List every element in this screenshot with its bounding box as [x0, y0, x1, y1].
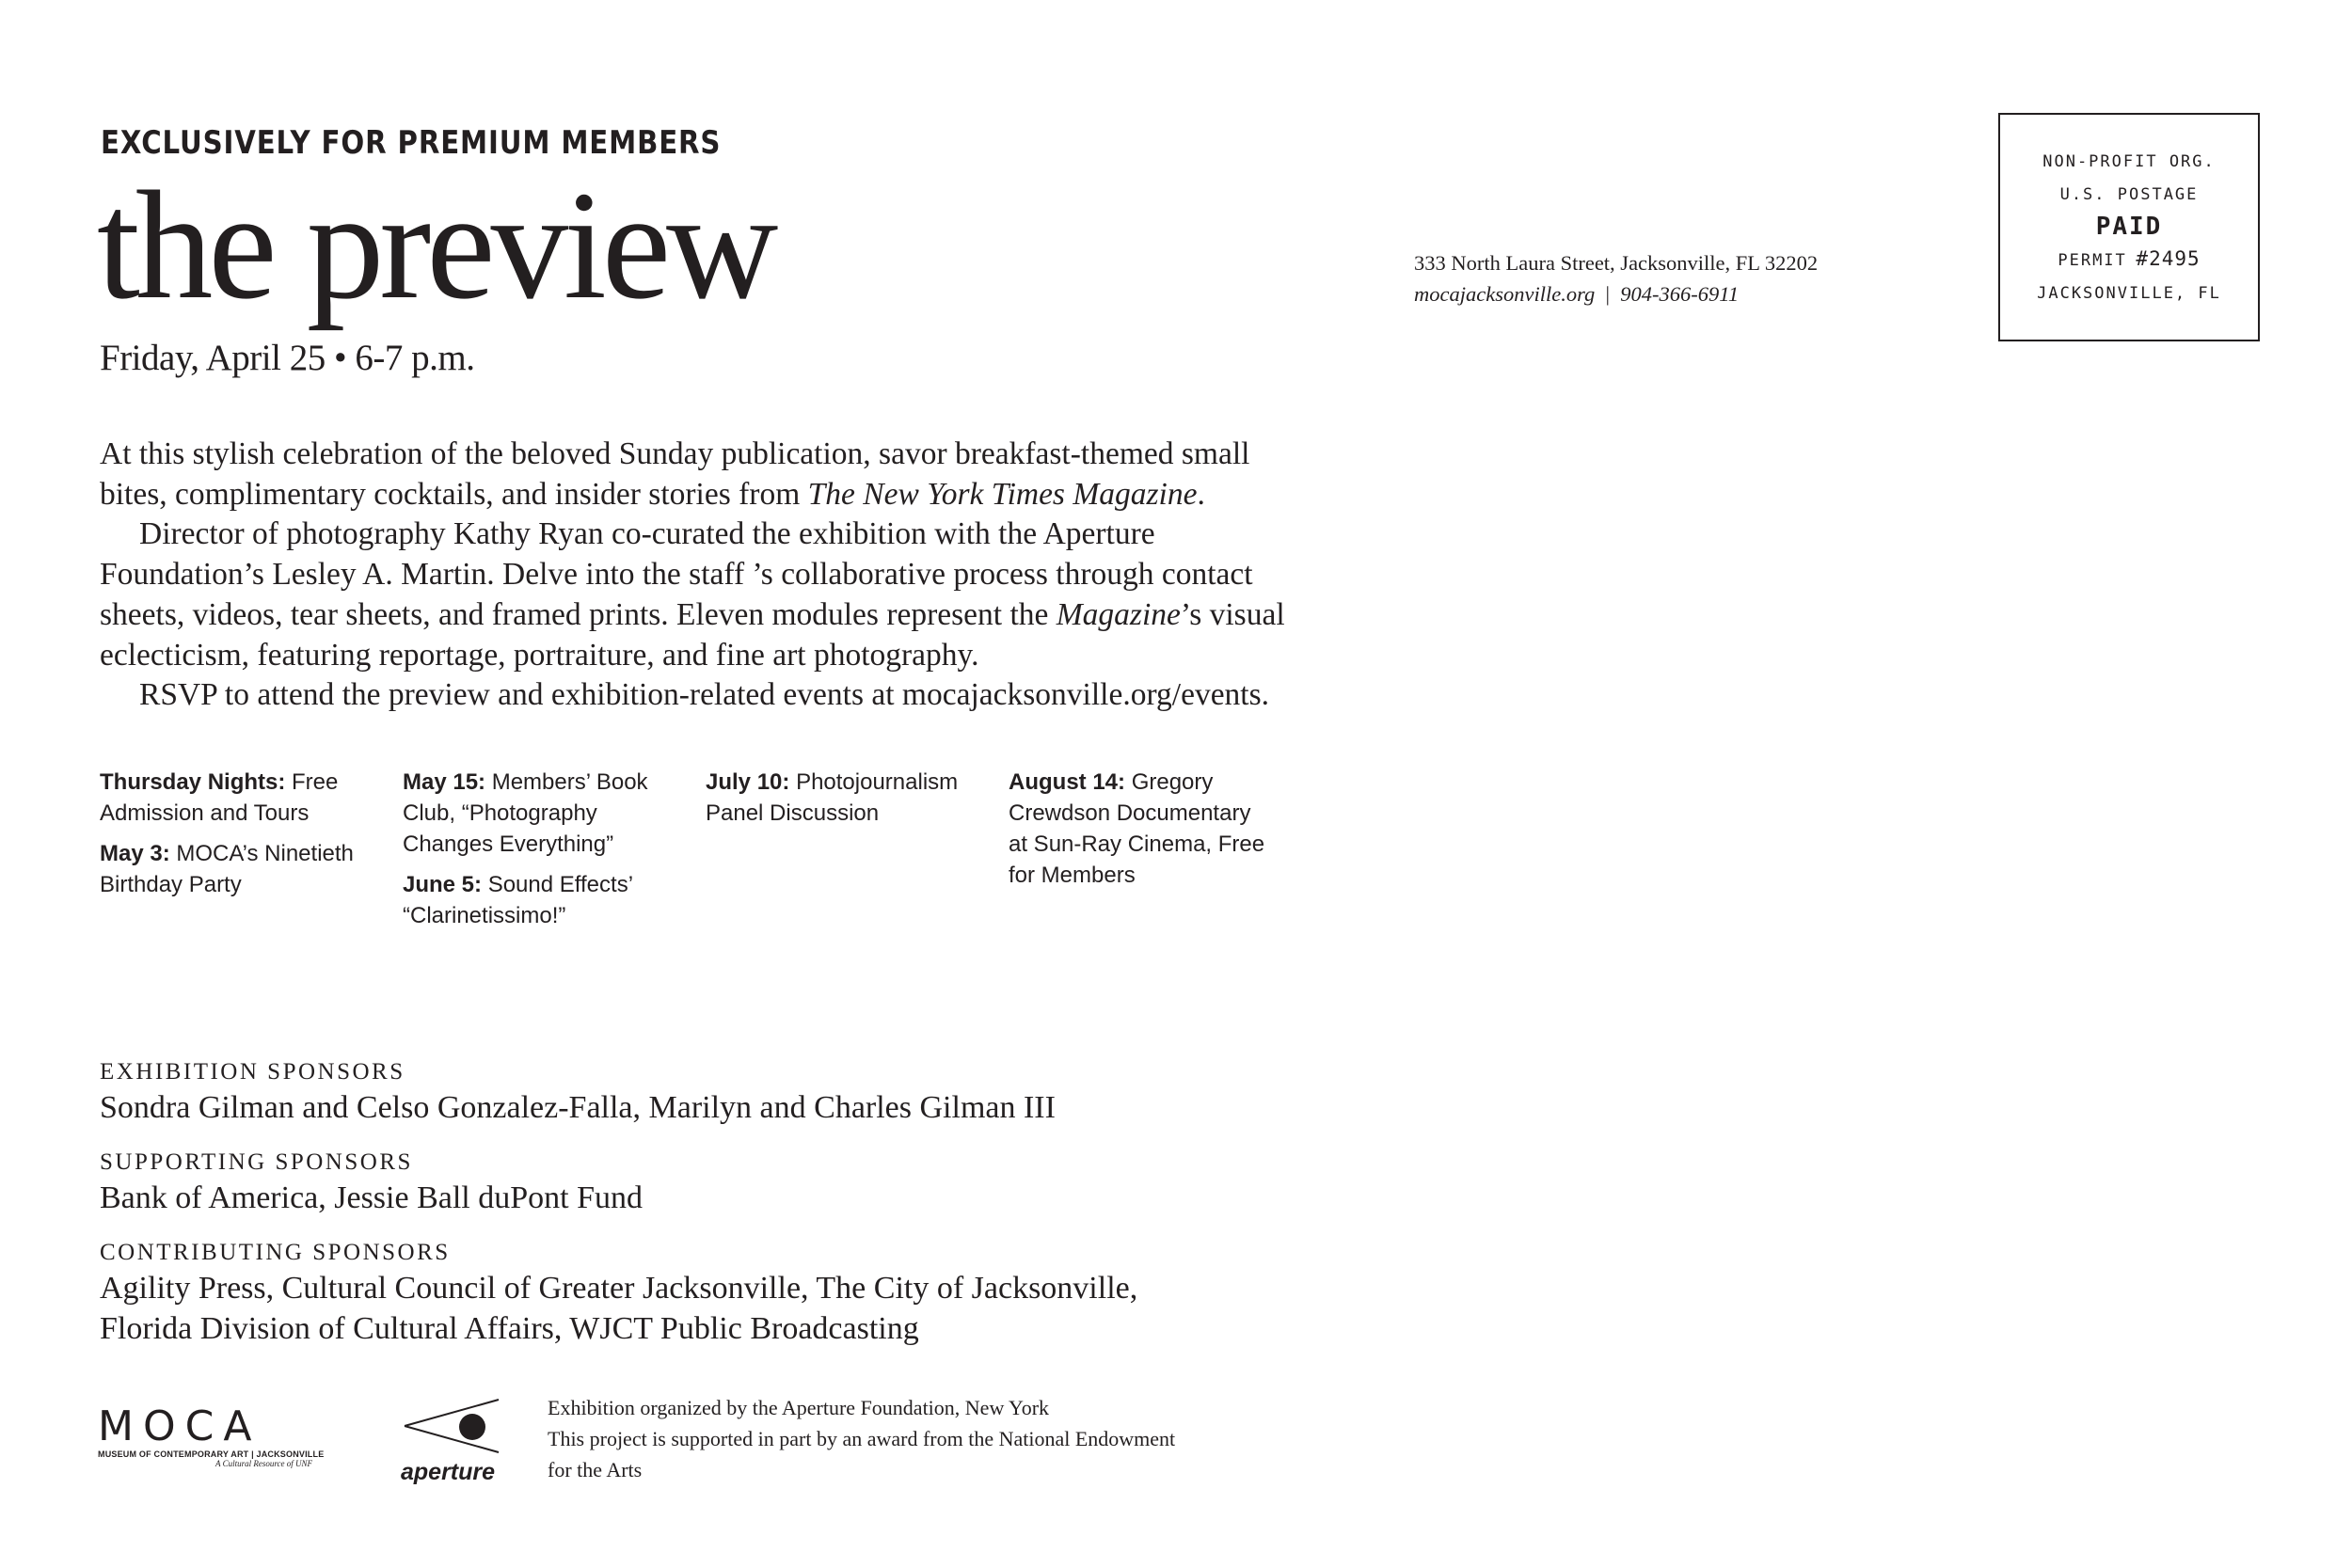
event-item: May 15: Members’ Book Club, “Photography Changes Everything” [403, 769, 648, 857]
exhibition-sponsors-names: Sondra Gilman and Celso Gonzalez-Falla, Marilyn and Charles Gilman III [100, 1090, 1056, 1125]
event-item: May 3: MOCA’s Ninetieth Birthday Party [100, 841, 354, 897]
event-item: July 10: Photojournalism Panel Discussion [706, 769, 959, 826]
postage-indicia [1998, 113, 2260, 341]
street-address: 333 North Laura Street, Jacksonville, FL 32202 [1414, 251, 1819, 275]
contributing-sponsors-label: CONTRIBUTING SPONSORS [100, 1240, 451, 1265]
publication-name: The New York Times Magazine [807, 476, 1198, 512]
magazine-name: Magazine [1056, 596, 1181, 632]
moca-subtitle: MUSEUM OF CONTEMPORARY ART | JACKSONVILLE [98, 1449, 325, 1459]
indicia-line: JACKSONVILLE, FL [2037, 284, 2221, 303]
supporting-sponsors-names: Bank of America, Jessie Ball duPont Fund [100, 1180, 644, 1215]
rsvp-line: RSVP to attend the preview and exhibition-related events at mocajacksonville.org/events. [139, 677, 1270, 713]
moca-wordmark: MOCA [98, 1402, 262, 1450]
moca-tagline: A Cultural Resource of UNF [215, 1459, 312, 1468]
aperture-logo [401, 1392, 504, 1486]
description-line: At this stylish celebration of the beloved Sunday publication, savor breakfast-themed small [100, 436, 1250, 471]
event-title: the preview [97, 159, 774, 331]
events-column [100, 767, 382, 910]
description-line: Foundation’s Lesley A. Martin. Delve into the staff ’s collaborative process through contact [100, 557, 1253, 593]
description-line: Director of photography Kathy Ryan co-curated the exhibition with the Aperture [139, 516, 1155, 552]
phone-number: 904-366-6911 [1620, 282, 1740, 306]
description-line: eclecticism, featuring reportage, portraiture, and fine art photography. [100, 637, 979, 673]
aperture-icon [401, 1392, 504, 1460]
description-line: sheets, videos, tear sheets, and framed prints. Eleven modules represent the Magazine’s visual [100, 596, 1285, 632]
event-item: August 14: Gregory Crewdson Documentary at Sun-Ray Cinema, Free for Members [1009, 769, 1265, 888]
indicia-paid: PAID [2095, 213, 2163, 241]
events-column [1009, 767, 1272, 900]
exhibition-sponsors-label: EXHIBITION SPONSORS [100, 1059, 405, 1085]
indicia-line: U.S. POSTAGE [2059, 185, 2199, 204]
return-address [1414, 247, 1818, 309]
aperture-wordmark: aperture [401, 1459, 496, 1485]
description-line: bites, complimentary cocktails, and insider stories from The New York Times Magazine. [100, 476, 1205, 512]
events-column [706, 767, 969, 838]
indicia-permit: PERMIT #2495 [2058, 247, 2201, 270]
moca-logo [98, 1402, 325, 1468]
events-column [403, 767, 685, 941]
indicia-line: NON-PROFIT ORG. [2042, 152, 2216, 171]
website-link[interactable]: mocajacksonville.org [1414, 282, 1596, 306]
contributing-sponsors-names: Agility Press, Cultural Council of Greater Jacksonville, The City of Jacksonville, Florida Division of Cultural Affairs, WJCT Public Broadcasting [100, 1271, 1138, 1346]
credit-text: Exhibition organized by the Aperture Foundation, New York This project is supported in part by an award from the National Endowment for the Arts [548, 1396, 1176, 1481]
contact-line: mocajacksonville.org | 904-366-6911 [1414, 282, 1740, 306]
event-description [100, 435, 1342, 716]
event-item: Thursday Nights: Free Admission and Tours [100, 769, 339, 826]
event-item: June 5: Sound Effects’ “Clarinetissimo!” [403, 872, 633, 928]
event-date: Friday, April 25 • 6-7 p.m. [100, 338, 475, 378]
kicker-heading: EXCLUSIVELY FOR PREMIUM MEMBERS [101, 124, 722, 162]
supporting-sponsors-label: SUPPORTING SPONSORS [100, 1149, 413, 1175]
